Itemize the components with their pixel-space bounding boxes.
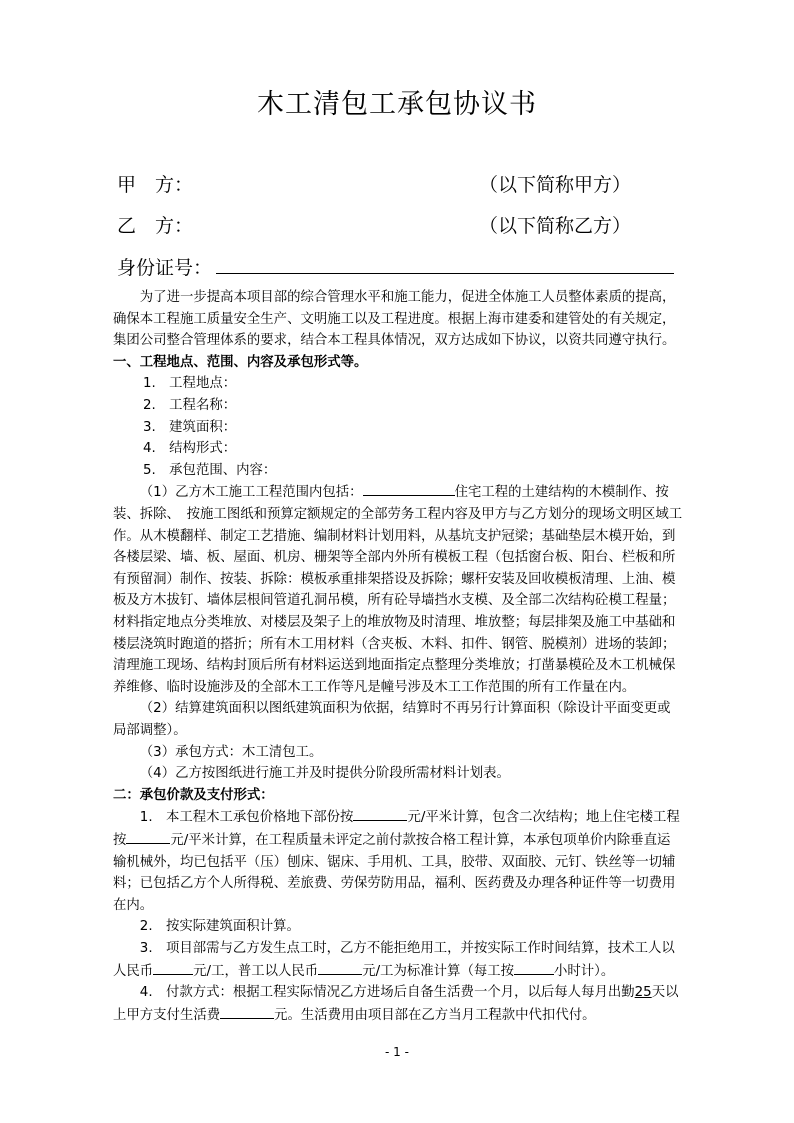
intro-paragraph: 为了进一步提高本项目部的综合管理水平和施工能力，促进全体施工人员整体素质的提高，确保本工程施工质量安全生产、文明施工以及工程进度。根据上海市建委和建管处的有关规定，集团公司整合管理体系的要求，结合本工程具体情况，双方达成如下协议，以资共同遵守执行。	[113, 290, 676, 349]
price-lead: 1. 本工程木工承包价格地下部份按	[139, 810, 354, 826]
daywork-lead: 3. 项目部需与乙方发生点工时，乙方不能拒绝用工，并按实际工作时间结算，技术工人以人民币	[113, 941, 675, 979]
scope-paragraph	[113, 481, 683, 698]
living-allowance-blank	[220, 1004, 274, 1019]
daywork-tail: 小时计）。	[554, 963, 615, 979]
id-number-label: 身份证号：	[117, 257, 213, 279]
payment-tail: 元。生活费用由项目部在乙方当月工程款中代扣代付。	[274, 1007, 596, 1023]
underground-price-blank	[353, 806, 407, 821]
payment-mid: 天以上甲方支付生活费	[113, 985, 679, 1023]
payment-paragraph	[113, 982, 683, 1026]
page-number: - 1 -	[385, 1045, 409, 1059]
section2-heading: 二：承包价款及支付形式：	[113, 787, 274, 803]
list-item: 3. 建筑面积：	[143, 419, 237, 435]
list-item: 5. 承包范围、内容：	[143, 462, 277, 478]
scope-lead: （1）乙方木工施工工程范围内包括：	[139, 485, 363, 501]
party-a-label: 甲 方：	[117, 174, 194, 196]
price-tail: 元/平米计算，在工程质量未评定之前付款按合格工程计算，本承包项单价内除垂直运输机械外，均已包括平（压）刨床、锯床、手用机、工具，胶带、双面胶、元钉、铁丝等一切辅料；已包括乙方个人所得税、差旅费、劳保劳防用品，福利、医药费及办理各种证件等一切费用在内。	[113, 833, 676, 913]
document-body	[113, 287, 683, 1027]
party-b-label: 乙 方：	[117, 215, 194, 237]
contract-mode-paragraph: （3）承包方式：木工清包工。	[139, 744, 323, 760]
document-title: 木工清包工承包协议书	[257, 89, 537, 120]
hours-blank	[514, 960, 554, 975]
list-item: 1. 工程地点：	[143, 376, 237, 392]
settlement-paragraph: （2）结算建筑面积以图纸建筑面积为依据，结算时不再另行计算面积（除设计平面变更或局部调整）。	[113, 701, 671, 738]
area-paragraph: 2. 按实际建筑面积计算。	[139, 919, 300, 935]
scope-text: 住宅工程的土建结构的木模制作、按装、拆除、 按施工图纸和预算定额规定的全部劳务工程内容及甲方与乙方划分的现场文明区域工作。从木模翻样、制定工艺措施、编制材料计划用料，从基坑支护冠梁；基础垫层木模开始，到各楼层梁、墙、板、屋面、机房、栅架等全部内外所有模板工程（包括窗台板、阳台、栏板和所有预留洞）制作、按装、拆除：模板承重排架搭设及拆除；螺杆安装及回收模板清理、上油、模板及方木拔钉、墙体层根间管道孔洞吊模，所有砼导墙挡水支模、及全部二次结构砼模工程量；材料指定地点分类堆放、对楼层及架子上的堆放物及时清理、堆放整；每层排架及施工中基础和楼层浇筑时跑道的搭折；所有木工用材料（含夹板、木料、扣件、钢管、脱模剂）进场的装卸；清理施工现场、结构封顶后所有材料运送到地面指定点整理分类堆放；打凿暴模砼及木工机械保养维修、临时设施涉及的全部木工工作等凡是幢号涉及木工工作范围的所有工作量在内。	[113, 485, 683, 695]
material-plan-paragraph: （4）乙方按图纸进行施工并及时提供分阶段所需材料计划表。	[139, 766, 510, 782]
payment-lead: 4. 付款方式：根据工程实际情况乙方进场后自备生活费一个月，以后每人每月出勤	[139, 985, 635, 1001]
party-a-note: （以下简称甲方）	[479, 174, 632, 196]
project-name-blank	[363, 481, 455, 496]
price-paragraph	[113, 806, 683, 916]
general-rate-blank	[318, 960, 362, 975]
id-number-blank	[216, 273, 674, 274]
daywork-mid: 元/工，普工以人民币	[193, 963, 319, 979]
section1-heading: 一、工程地点、范围、内容及承包形式等。	[113, 354, 368, 370]
id-number-row	[117, 253, 677, 283]
price-mid: 元/平米计算，包含二次结构；地上住宅楼工程按	[113, 810, 680, 849]
attendance-days: 25	[634, 985, 652, 1001]
party-b-row	[117, 211, 677, 241]
list-item: 4. 结构形式：	[143, 441, 237, 457]
daywork-mid2: 元/工为标准计算（每工按	[362, 963, 515, 979]
skilled-rate-blank	[153, 960, 193, 975]
list-item: 2. 工程名称：	[143, 397, 237, 413]
party-a-row	[117, 170, 677, 200]
daywork-paragraph	[113, 938, 683, 982]
party-b-note: （以下简称乙方）	[479, 215, 632, 237]
aboveground-price-blank	[126, 829, 170, 844]
